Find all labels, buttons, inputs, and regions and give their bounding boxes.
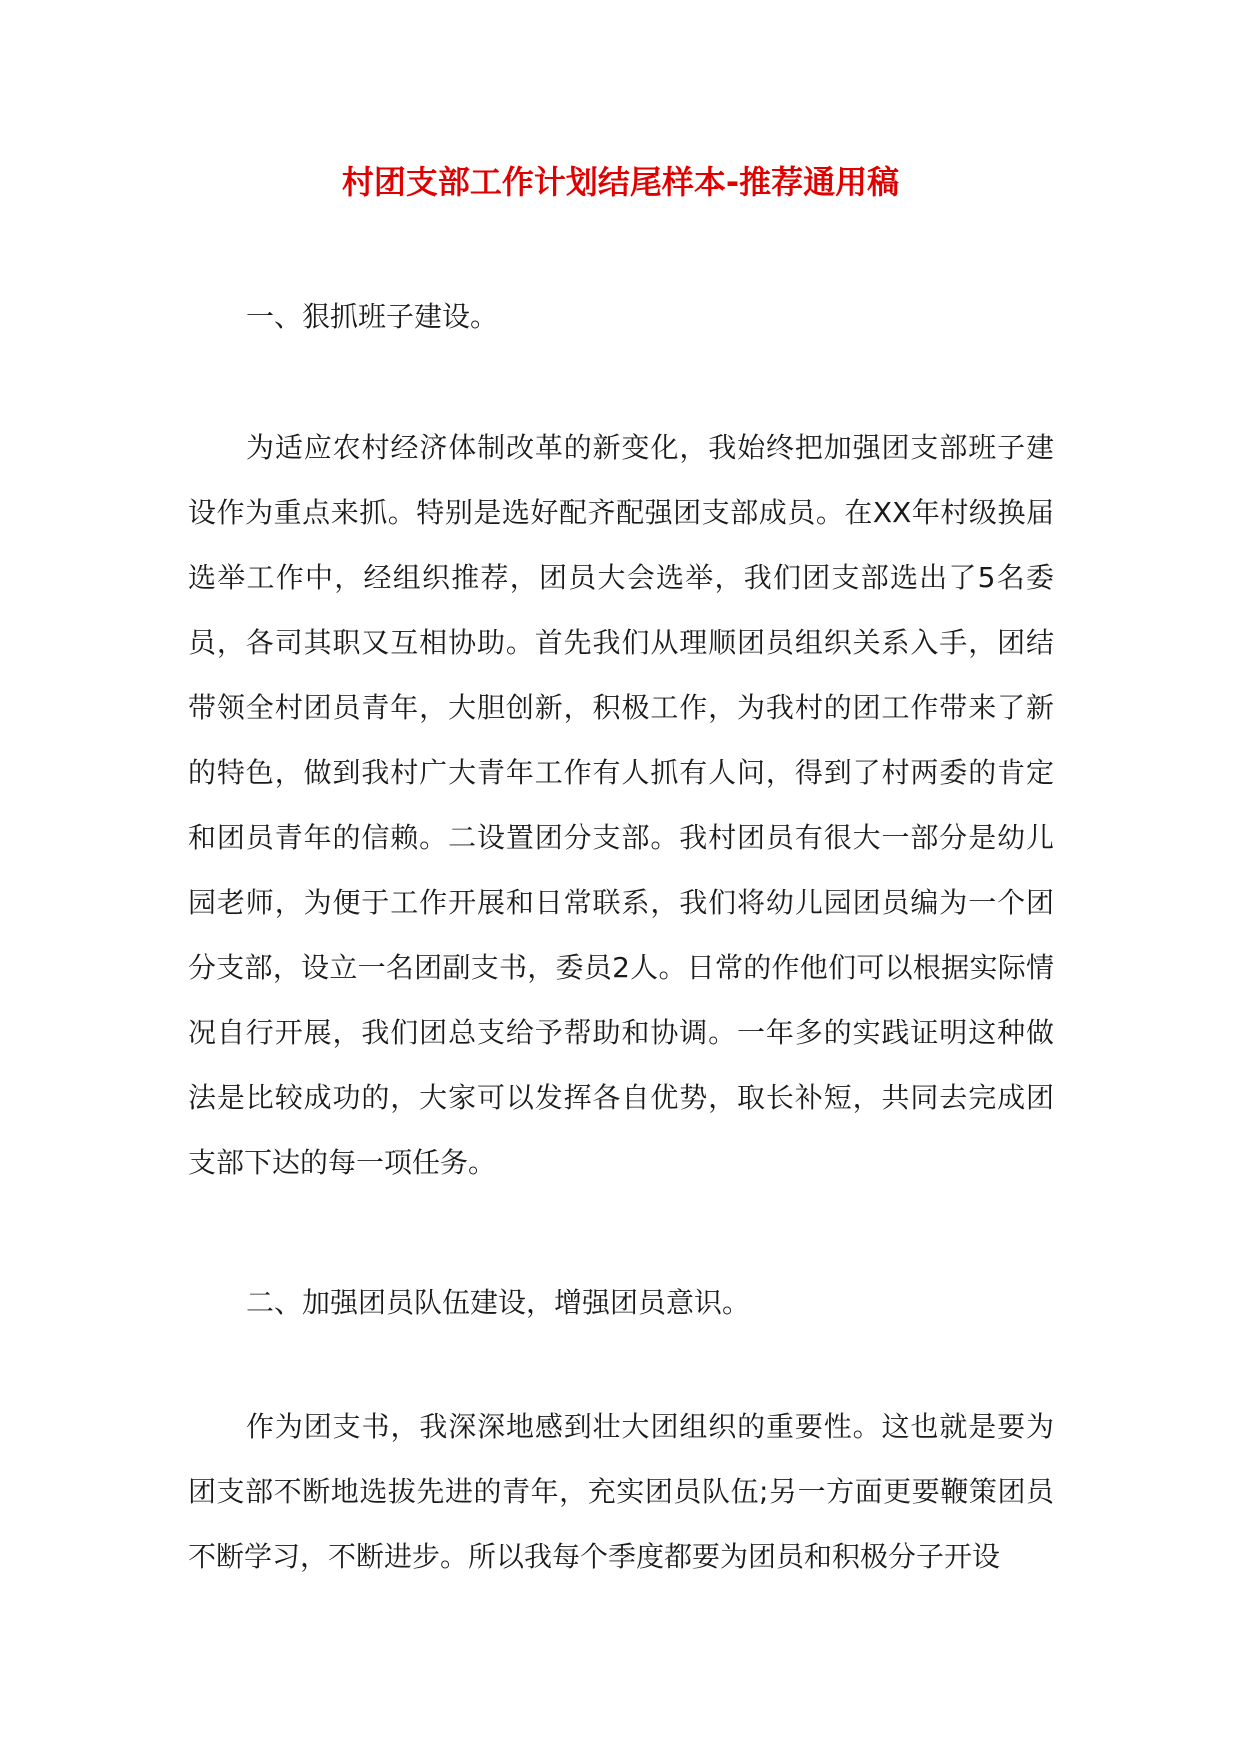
section-body-2: 作为团支书，我深深地感到壮大团组织的重要性。这也就是要为团支部不断地选拔先进的青年，充实团员队伍;另一方面更要鞭策团员不断学习，不断进步。所以我每个季度都要为团员和积极分子开设 xyxy=(188,1410,1054,1573)
section-heading-1: 一、狠抓班子建设。 xyxy=(246,300,499,333)
document-title: 村团支部工作计划结尾样本-推荐通用稿 xyxy=(341,163,900,201)
section-body-1: 为适应农村经济体制改革的新变化，我始终把加强团支部班子建设作为重点来抓。特别是选好配齐配强团支部成员。在XX年村级换届选举工作中，经组织推荐，团员大会选举，我们团支部选出了5名委员，各司其职又互相协助。首先我们从理顺团员组织关系入手，团结带领全村团员青年，大胆创新，积极工作，为我村的团工作带来了新的特色，做到我村广大青年工作有人抓有人问，得到了村两委的肯定和团员青年的信赖。二设置团分支部。我村团员有很大一部分是幼儿园老师，为便于工作开展和日常联系，我们将幼儿园团员编为一个团分支部，设立一名团副支书，委员2人。日常的作他们可以根据实际情况自行开展，我们团总支给予帮助和协调。一年多的实践证明这种做法是比较成功的，大家可以发挥各自优势，取长补短，共同去完成团支部下达的每一项任务。 xyxy=(188,431,1054,1179)
section-heading-2: 二、加强团员队伍建设，增强团员意识。 xyxy=(246,1286,751,1319)
